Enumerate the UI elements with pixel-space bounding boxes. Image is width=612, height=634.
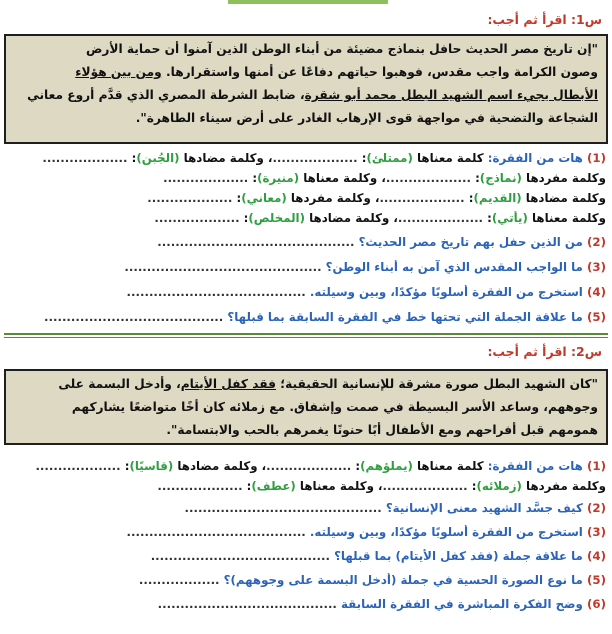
s2-q1-row1: (1) هات من الفقرة: كلمة معناها (يملؤهم): ...................، وكلمة مضادها (قاسيًا): ...................: [35, 459, 606, 473]
section2-heading: س2: اقرأ ثم أجب:: [487, 344, 602, 359]
passage1-line1: "إن تاريخ مصر الحديث حافل بنماذج مضيئة من أبناء الوطن الذين آمنوا أن حماية الأرض: [86, 42, 598, 56]
s2-question-4: (4) ما علاقة جملة (فقد كفل الأيتام) بما قبلها؟ ........................................: [150, 549, 606, 563]
passage2-line1: "كان الشهيد البطل صورة مشرقة للإنسانية الحقيقية؛ فقد كفل الأيتام، وأدخل البسمة على: [58, 377, 598, 391]
passage1-line2: وصون الكرامة واجب مقدس، فوهبوا حياتهم دفاعًا عن أمنها واستقرارها. ومن بين هؤلاء: [75, 65, 598, 79]
s1-question-3: (3) ما الواجب المقدس الذي آمن به أبناء الوطن؟ ............................................: [124, 260, 606, 274]
section2-passage: [4, 369, 608, 445]
s1-question-5: (5) ما علاقة الجملة التي تحتها خط في الفقرة السابقة بما قبلها؟ ........................................: [44, 310, 606, 324]
s2-q1-row2: وكلمة مفردها (زملائه): ...................، وكلمة معناها (عطف): ...................: [157, 479, 606, 493]
s1-q1-row2: وكلمة مفردها (نماذج): ...................، وكلمة معناها (منيرة): ...................: [163, 171, 606, 185]
s1-q1-row4: وكلمة معناها (يأتي): ...................، وكلمة مضادها (المخلص): ...................: [154, 211, 606, 225]
s2-question-6: (6) وضح الفكرة المباشرة في الفقرة السابقة ........................................: [157, 597, 606, 611]
s2-question-3: (3) استخرج من الفقرة أسلوبًا مؤكدًا، وبين وسيلته. ........................................: [126, 525, 606, 539]
s2-question-5: (5) ما نوع الصورة الحسية في جملة (أدخل البسمة على وجوههم)؟ ..................: [138, 573, 606, 587]
section-divider-thin: [4, 337, 608, 338]
s1-q1-row3: وكلمة مضادها (القديم): ...................، وكلمة مفردها (معاني): ...................: [147, 191, 606, 205]
section1-heading: س1: اقرأ ثم أجب:: [487, 12, 602, 27]
passage2-line2: وجوههم، وساعد الأسر البسيطة في صمت وإشفاق. مع زملائه كان أخًا متواضعًا يشاركهم: [71, 400, 598, 414]
section1-passage: [4, 34, 608, 144]
s1-question-2: (2) من الذين حفل بهم تاريخ مصر الحديث؟ ............................................: [157, 235, 606, 249]
s1-q1-row1: (1) هات من الفقرة: كلمة معناها (ممتلئ): ...................، وكلمة مضادها (الجُبن): ...................: [42, 151, 606, 165]
s1-question-4: (4) استخرج من الفقرة أسلوبًا مؤكدًا، وبين وسيلته. ........................................: [126, 285, 606, 299]
underlined-sentence-part1: ومن بين هؤلاء: [75, 65, 162, 79]
s2-question-2: (2) كيف جسَّد الشهيد معنى الإنسانية؟ ............................................: [184, 501, 606, 515]
passage1-line4: الشجاعة والتضحية في مواجهة قوى الإرهاب الغادر على أرض سيناء الطاهرة".: [135, 111, 598, 125]
underlined-phrase: فقد كفل الأيتام: [180, 377, 277, 391]
underlined-sentence-part2: الأبطال يجيء اسم الشهيد البطل محمد أبو شقرة: [304, 88, 598, 102]
section-divider: [4, 333, 608, 335]
top-decoration-bar: [228, 0, 388, 4]
passage2-line3: همومهم قبل أفراحهم ومع الأطفال أبًا حنونًا يغمرهم بالحب والابتسامة".: [166, 423, 598, 437]
passage1-line3: الأبطال يجيء اسم الشهيد البطل محمد أبو شقرة، ضابط الشرطة المصري الذي قدَّم أروع معاني: [27, 88, 598, 102]
